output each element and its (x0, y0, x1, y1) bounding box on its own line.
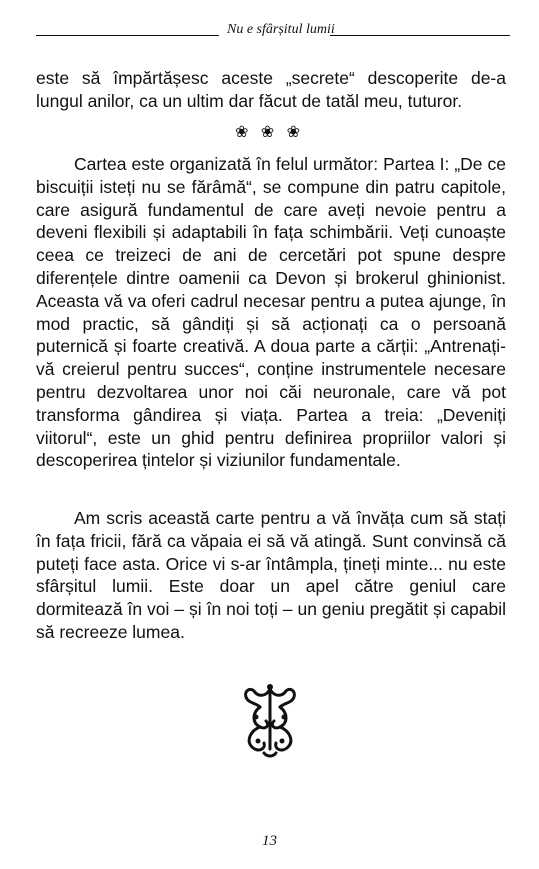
header-rule-left (36, 35, 219, 36)
paragraph-purpose: Am scris această carte pentru a vă învăța cum să stați în fața fricii, fără ca văpaia ei să vă atingă. Sunt convinsă că puteți face asta. Orice vi s-ar întâmpla, țineți minte... nu este sfârșitul lumii. Este doar un apel către geniul care dormitează în voi – și în noi toți – un geniu pregătit și capabil să recreeze lumea. (36, 508, 506, 642)
paragraph-book-structure: Cartea este organizată în felul următor: Partea I: „De ce biscuiții isteți nu se fărâmă“, se compune din patru capitole, care asigură fundamentul de care aveți nevoie pentru a deveni flexibili și adaptabili în fața schimbării. Veți cunoaște ceea ce treizeci de ani de cercetări pot spune despre diferențele dintre oamenii ca Devon și brokerul ghinionist. Aceasta vă va oferi cadrul necesar pentru a putea ajunge, în mod practic, să gândiți și să acționați ca o persoană puternică și foarte creativă. A doua parte a cărții: „Antrenați-vă creierul pentru succes“, conține instrumentele necesare pentru dezvoltarea unor noi căi neuronale, care vă pot transforma gândirea și viața. Partea a treia: „Deveniți viitorul“, este un ghid pentru definirea propriilor valori și descoperirea țintelor și viziunilor fundamentale. (36, 154, 506, 471)
ornamental-vignette-icon (236, 683, 304, 759)
section-separator: ❀ ❀ ❀ (234, 124, 305, 141)
paragraph-continued: este să împărtășesc aceste „secrete“ descoperite de-a lungul anilor, ca un ultim dar făcut de tatăl meu, tuturor. (36, 68, 506, 111)
running-title: Nu e sfârșitul lumii (227, 22, 335, 37)
page-number: 13 (262, 833, 277, 849)
running-header (22, 22, 490, 44)
header-rule-right (330, 35, 510, 36)
